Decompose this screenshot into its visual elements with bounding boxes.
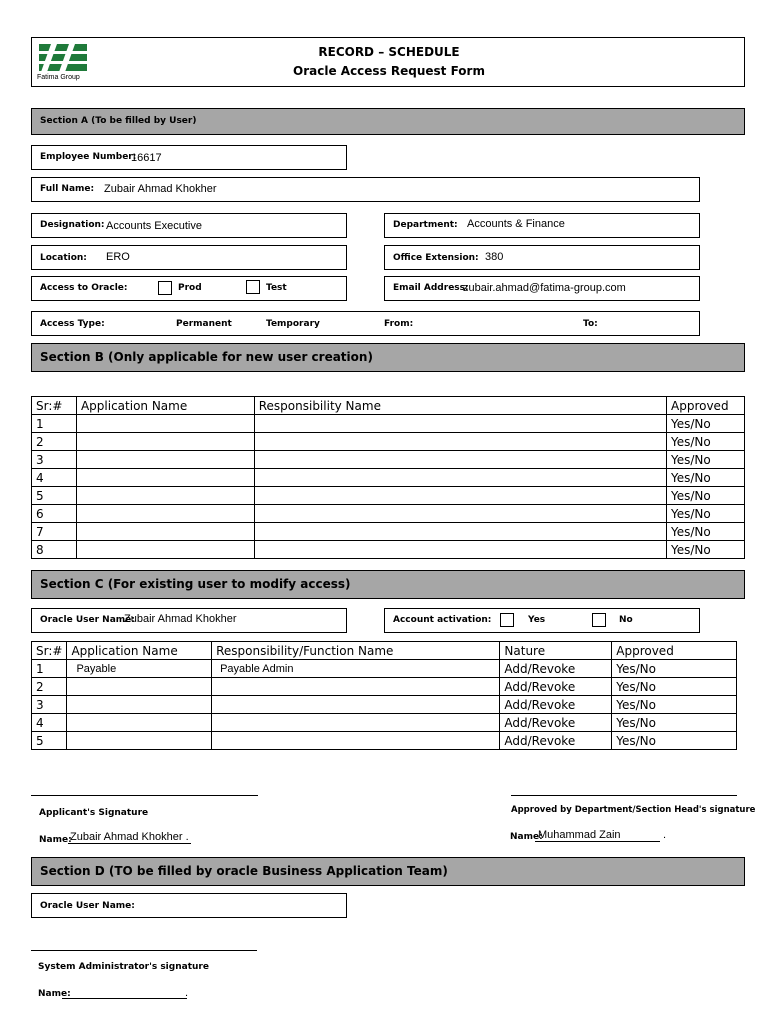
activation-no-label: No [619, 615, 633, 625]
responsibility-cell[interactable] [254, 505, 666, 523]
employee-number-field[interactable] [31, 145, 347, 170]
sr-cell: 4 [32, 714, 67, 732]
designation-label: Designation: [40, 220, 105, 230]
nature-cell: Add/Revoke [500, 660, 612, 678]
sr-cell: 1 [32, 660, 67, 678]
from-label: From: [384, 319, 414, 329]
section-b-header [31, 343, 745, 372]
office-extension-label: Office Extension: [393, 253, 479, 263]
col-nature: Nature [500, 642, 612, 660]
approver-signature-label: Approved by Department/Section Head's signature [511, 805, 756, 815]
applicant-name-label: Name: [39, 835, 72, 845]
responsibility-cell[interactable] [254, 451, 666, 469]
approved-cell: Yes/No [612, 678, 737, 696]
approved-cell: Yes/No [612, 732, 737, 750]
application-cell[interactable] [76, 541, 254, 559]
full-name-label: Full Name: [40, 184, 95, 194]
title-line-1: RECORD – SCHEDULE [318, 45, 460, 59]
nature-cell: Add/Revoke [500, 732, 612, 750]
applicant-name-text: Zubair Ahmad Khokher [70, 831, 183, 843]
department-field[interactable] [384, 213, 700, 238]
approved-cell: Yes/No [667, 469, 745, 487]
full-name-field[interactable] [31, 177, 700, 202]
sr-cell: 2 [32, 433, 77, 451]
table-row [32, 696, 737, 714]
approved-cell: Yes/No [667, 505, 745, 523]
responsibility-cell[interactable]: Payable Admin [212, 660, 500, 678]
approved-cell: Yes/No [612, 714, 737, 732]
table-row [32, 660, 737, 678]
form-header [31, 37, 745, 87]
table-header-row [32, 642, 737, 660]
responsibility-cell[interactable] [212, 678, 500, 696]
responsibility-cell[interactable] [212, 696, 500, 714]
section-a-header [31, 108, 745, 135]
sysadmin-name-label: Name: [38, 989, 71, 999]
approver-name-value [535, 829, 666, 842]
table-row [32, 415, 745, 433]
section-d-title: Section D (TO be filled by oracle Business Application Team) [40, 864, 448, 878]
section-d-oracle-user-name-field[interactable] [31, 893, 347, 918]
section-b-title: Section B (Only applicable for new user creation) [40, 350, 373, 364]
approved-cell: Yes/No [667, 433, 745, 451]
applicant-name-period: . [185, 831, 189, 843]
location-value: ERO [106, 251, 130, 263]
account-activation-label: Account activation: [393, 615, 492, 625]
table-row [32, 487, 745, 505]
nature-cell: Add/Revoke [500, 696, 612, 714]
sr-cell: 3 [32, 451, 77, 469]
section-b-table [31, 396, 745, 559]
full-name-value: Zubair Ahmad Khokher [104, 183, 217, 195]
table-row [32, 523, 745, 541]
location-field[interactable] [31, 245, 347, 270]
nature-cell: Add/Revoke [500, 714, 612, 732]
sysadmin-signature-line [31, 950, 257, 951]
test-checkbox[interactable] [246, 280, 260, 294]
approved-cell: Yes/No [612, 660, 737, 678]
sysadmin-name-period: . [185, 987, 189, 999]
responsibility-cell[interactable] [254, 415, 666, 433]
sr-cell: 5 [32, 487, 77, 505]
table-row [32, 541, 745, 559]
section-c-table [31, 641, 737, 750]
designation-field[interactable] [31, 213, 347, 238]
application-cell[interactable] [76, 469, 254, 487]
sr-cell: 7 [32, 523, 77, 541]
approved-cell: Yes/No [667, 415, 745, 433]
table-row [32, 732, 737, 750]
application-cell[interactable] [76, 433, 254, 451]
table-header-row [32, 397, 745, 415]
col-approved: Approved [667, 397, 745, 415]
section-d-header [31, 857, 745, 886]
form-title [32, 43, 746, 81]
section-c-title: Section C (For existing user to modify access) [40, 577, 351, 591]
table-row [32, 505, 745, 523]
responsibility-cell[interactable] [254, 469, 666, 487]
activation-yes-checkbox[interactable] [500, 613, 514, 627]
col-sr: Sr:# [32, 397, 77, 415]
sr-cell: 6 [32, 505, 77, 523]
activation-yes-label: Yes [528, 615, 546, 625]
responsibility-cell[interactable] [212, 732, 500, 750]
access-type-label: Access Type: [40, 319, 105, 329]
section-c-header [31, 570, 745, 599]
application-cell[interactable] [76, 523, 254, 541]
application-cell[interactable] [76, 505, 254, 523]
table-row [32, 678, 737, 696]
section-a-title: Section A (To be filled by User) [40, 116, 197, 126]
logo-text: Fatima Group [37, 74, 80, 81]
access-type-field [31, 311, 700, 336]
access-to-oracle-field [31, 276, 347, 301]
application-cell[interactable] [67, 714, 212, 732]
employee-number-value: 16617 [131, 152, 162, 164]
location-label: Location: [40, 253, 87, 263]
employee-number-label: Employee Number: [40, 152, 137, 162]
temporary-option[interactable]: Temporary [266, 319, 320, 329]
sysadmin-signature-label: System Administrator's signature [38, 962, 209, 972]
application-cell[interactable]: Payable [67, 660, 212, 678]
prod-checkbox[interactable] [158, 281, 172, 295]
to-label: To: [583, 319, 598, 329]
sr-cell: 5 [32, 732, 67, 750]
responsibility-cell[interactable] [254, 541, 666, 559]
approver-name-period: . [662, 829, 666, 841]
oracle-user-name-value: Zubair Ahmad Khokher [124, 613, 237, 625]
col-sr: Sr:# [32, 642, 67, 660]
applicant-signature-label: Applicant's Signature [39, 808, 149, 818]
sr-cell: 1 [32, 415, 77, 433]
col-application-name: Application Name [76, 397, 254, 415]
sr-cell: 3 [32, 696, 67, 714]
responsibility-cell[interactable] [254, 523, 666, 541]
applicant-signature-line [31, 795, 258, 796]
approved-cell: Yes/No [667, 541, 745, 559]
application-cell[interactable] [67, 732, 212, 750]
application-cell[interactable] [76, 415, 254, 433]
section-d-oracle-user-name-label: Oracle User Name: [40, 901, 135, 911]
title-line-2: Oracle Access Request Form [293, 64, 485, 78]
approved-cell: Yes/No [667, 487, 745, 505]
approved-cell: Yes/No [667, 523, 745, 541]
office-extension-value: 380 [485, 251, 504, 263]
sr-cell: 4 [32, 469, 77, 487]
test-label: Test [266, 283, 287, 293]
table-row [32, 469, 745, 487]
approved-cell: Yes/No [612, 696, 737, 714]
oracle-user-name-label: Oracle User Name: [40, 615, 135, 625]
application-cell[interactable] [76, 487, 254, 505]
col-responsibility-function-name: Responsibility/Function Name [212, 642, 500, 660]
table-row [32, 433, 745, 451]
col-application-name: Application Name [67, 642, 212, 660]
office-extension-field[interactable] [384, 245, 700, 270]
account-activation-field [384, 608, 700, 633]
permanent-option[interactable]: Permanent [176, 319, 232, 329]
responsibility-cell[interactable] [254, 433, 666, 451]
email-label: Email Address: [393, 283, 469, 293]
sr-cell: 8 [32, 541, 77, 559]
applicant-name-value [68, 831, 191, 844]
application-cell[interactable] [76, 451, 254, 469]
access-to-oracle-label: Access to Oracle: [40, 283, 128, 293]
application-cell[interactable] [67, 696, 212, 714]
email-field[interactable] [384, 276, 700, 301]
table-row [32, 714, 737, 732]
prod-label: Prod [178, 283, 202, 293]
approved-cell: Yes/No [667, 451, 745, 469]
email-value: zubair.ahmad@fatima-group.com [463, 282, 626, 294]
sysadmin-name-line[interactable] [62, 988, 187, 999]
approver-signature-line [511, 795, 737, 796]
table-row [32, 451, 745, 469]
department-label: Department: [393, 220, 458, 230]
sr-cell: 2 [32, 678, 67, 696]
activation-no-checkbox[interactable] [592, 613, 606, 627]
designation-value: Accounts Executive [106, 220, 202, 232]
approver-name-label: Name: [510, 832, 543, 842]
nature-cell: Add/Revoke [500, 678, 612, 696]
responsibility-cell[interactable] [254, 487, 666, 505]
responsibility-cell[interactable] [212, 714, 500, 732]
col-responsibility-name: Responsibility Name [254, 397, 666, 415]
application-cell[interactable] [67, 678, 212, 696]
department-value: Accounts & Finance [467, 218, 565, 230]
oracle-user-name-field[interactable] [31, 608, 347, 633]
col-approved: Approved [612, 642, 737, 660]
approver-name-text: Muhammad Zain [538, 829, 621, 841]
